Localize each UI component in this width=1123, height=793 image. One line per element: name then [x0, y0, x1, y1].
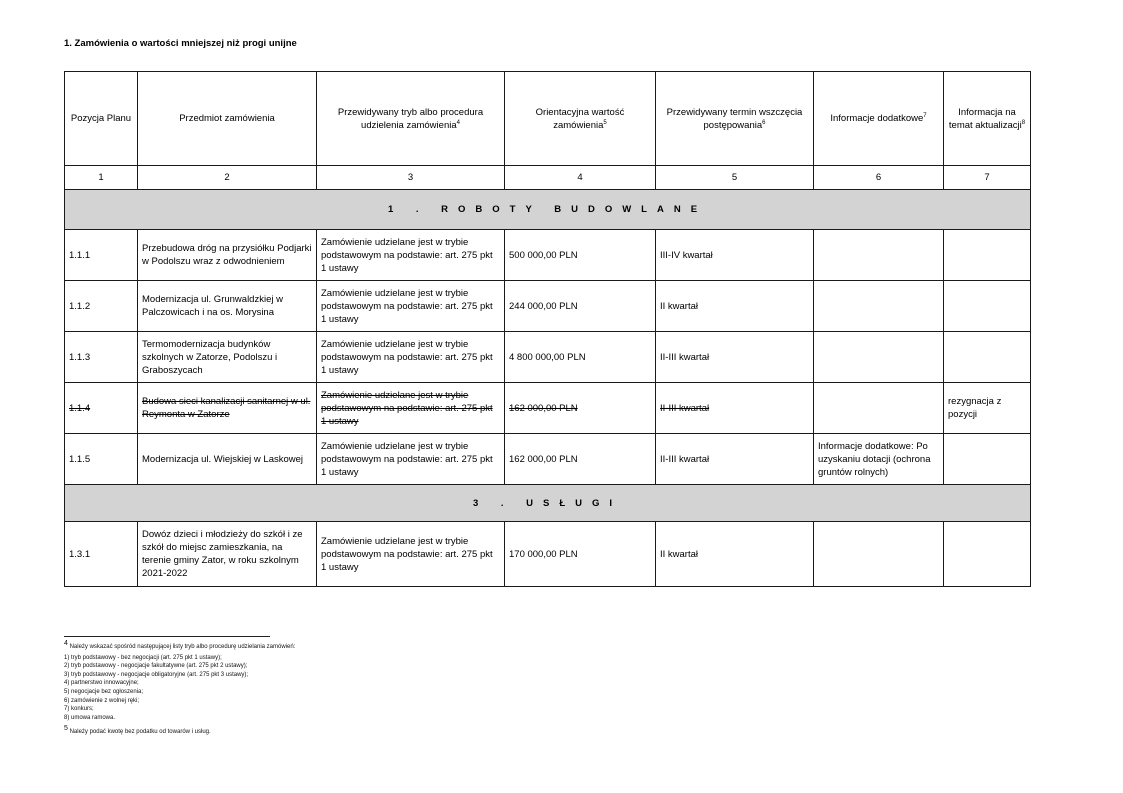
header-cell: Przewidywany tryb albo procedura udzielenia zamówienia$^4$ [317, 72, 505, 166]
column-number: 2 [138, 166, 317, 190]
procurement-plan-table [64, 71, 1031, 587]
value-cell: 162 000,00 PLN [505, 383, 656, 434]
header-cell: Pozycja Planu [65, 72, 138, 166]
procedure-cell: Zamówienie udzielane jest w trybie podstawowym na podstawie: art. 275 pkt 1 ustawy [317, 281, 505, 332]
update-info-cell [944, 332, 1031, 383]
footnote-4-item: 2) tryb podstawowy - negocjacje fakultatywne (art. 275 pkt 2 ustawy); [64, 663, 248, 670]
term-cell: II-III kwartał [656, 332, 814, 383]
procedure-cell: Zamówienie udzielane jest w trybie podstawowym na podstawie: art. 275 pkt 1 ustawy [317, 332, 505, 383]
position-cell: 1.1.4 [65, 383, 138, 434]
subject-cell: Przebudowa dróg na przysiółku Podjarki w Podolszu wraz z odwodnieniem [138, 230, 317, 281]
additional-info-cell [814, 522, 944, 587]
additional-info-cell: Informacje dodatkowe: Po uzyskaniu dotacji (ochrona gruntów rolnych) [814, 434, 944, 485]
value-cell: 244 000,00 PLN [505, 281, 656, 332]
header-cell: Informacje dodatkowe$^7$ [814, 72, 944, 166]
update-info-cell: rezygnacja z pozycji [944, 383, 1031, 434]
section-title: 1 . ROBOTY BUDOWLANE [65, 190, 1031, 230]
term-cell: II-III kwartał [656, 434, 814, 485]
section-header-row [65, 190, 1031, 230]
procedure-cell: Zamówienie udzielane jest w trybie podstawowym na podstawie: art. 275 pkt 1 ustawy [317, 383, 505, 434]
subject-cell: Modernizacja ul. Grunwaldzkiej w Palczowicach i na os. Morysina [138, 281, 317, 332]
footnote-4-item: 4) partnerstwo innowacyjne; [64, 680, 139, 687]
term-cell: II kwartał [656, 281, 814, 332]
update-info-cell [944, 281, 1031, 332]
footnote-5: $^5$ Należy podać kwotę bez podatku od towarów i usług. [64, 725, 211, 736]
term-cell: II kwartał [656, 522, 814, 587]
table-row [65, 281, 1031, 332]
additional-info-cell [814, 383, 944, 434]
additional-info-cell [814, 230, 944, 281]
position-cell: 1.1.2 [65, 281, 138, 332]
document-title: 1. Zamówienia o wartości mniejszej niż progi unijne [64, 38, 297, 49]
footnote-4-item: 3) tryb podstawowy - negocjacje obligatoryjne (art. 275 pkt 3 ustawy); [64, 671, 249, 678]
section-title: 3 . USŁUGI [65, 485, 1031, 522]
additional-info-cell [814, 281, 944, 332]
term-cell: III-IV kwartał [656, 230, 814, 281]
footnote-4: $^4$ Należy wskazać spośród następującej listy tryb albo procedurę udzielania zamówień: [64, 640, 296, 650]
column-number: 6 [814, 166, 944, 190]
procedure-cell: Zamówienie udzielane jest w trybie podstawowym na podstawie: art. 275 pkt 1 ustawy [317, 230, 505, 281]
table-row [65, 230, 1031, 281]
column-number: 5 [656, 166, 814, 190]
section-header-row [65, 485, 1031, 522]
header-cell: Orientacyjna wartość zamówienia$^5$ [505, 72, 656, 166]
update-info-cell [944, 230, 1031, 281]
column-number: 4 [505, 166, 656, 190]
header-row [65, 72, 1031, 166]
column-number-row [65, 166, 1031, 190]
column-number: 1 [65, 166, 138, 190]
header-cell: Informacja na temat aktualizacji$^8$ [944, 72, 1031, 166]
position-cell: 1.1.5 [65, 434, 138, 485]
column-number: 3 [317, 166, 505, 190]
additional-info-cell [814, 332, 944, 383]
subject-cell: Budowa sieci kanalizacji sanitarnej w ul. Reymonta w Zatorze [138, 383, 317, 434]
header-cell: Przedmiot zamówienia [138, 72, 317, 166]
table-row [65, 522, 1031, 587]
position-cell: 1.3.1 [65, 522, 138, 587]
footnote-separator [64, 636, 270, 637]
term-cell: II-III kwartał [656, 383, 814, 434]
position-cell: 1.1.3 [65, 332, 138, 383]
procedure-cell: Zamówienie udzielane jest w trybie podstawowym na podstawie: art. 275 pkt 1 ustawy [317, 434, 505, 485]
update-info-cell [944, 522, 1031, 587]
update-info-cell [944, 434, 1031, 485]
value-cell: 500 000,00 PLN [505, 230, 656, 281]
footnote-4-item: 5) negocjacje bez ogłoszenia; [64, 688, 144, 695]
column-number: 7 [944, 166, 1031, 190]
header-cell: Przewidywany termin wszczęcia postępowania$^6$ [656, 72, 814, 166]
subject-cell: Termomodernizacja budynków szkolnych w Zatorze, Podolszu i Graboszycach [138, 332, 317, 383]
footnote-4-item: 7) konkurs; [64, 706, 94, 713]
table-row [65, 383, 1031, 434]
procedure-cell: Zamówienie udzielane jest w trybie podstawowym na podstawie: art. 275 pkt 1 ustawy [317, 522, 505, 587]
subject-cell: Dowóz dzieci i młodzieży do szkół i ze szkół do miejsc zamieszkania, na terenie gminy Zator, w roku szkolnym 2021-2022 [138, 522, 317, 587]
position-cell: 1.1.1 [65, 230, 138, 281]
footnote-4-item: 6) zamówienie z wolnej ręki; [64, 697, 140, 704]
footnote-4-item: 8) umowa ramowa. [64, 714, 116, 721]
footnote-4-item: 1) tryb podstawowy - bez negocjacji (art. 275 pkt 1 ustawy); [64, 654, 222, 661]
footnotes [64, 640, 296, 737]
subject-cell: Modernizacja ul. Wiejskiej w Laskowej [138, 434, 317, 485]
value-cell: 170 000,00 PLN [505, 522, 656, 587]
table-row [65, 434, 1031, 485]
value-cell: 4 800 000,00 PLN [505, 332, 656, 383]
table-row [65, 332, 1031, 383]
value-cell: 162 000,00 PLN [505, 434, 656, 485]
